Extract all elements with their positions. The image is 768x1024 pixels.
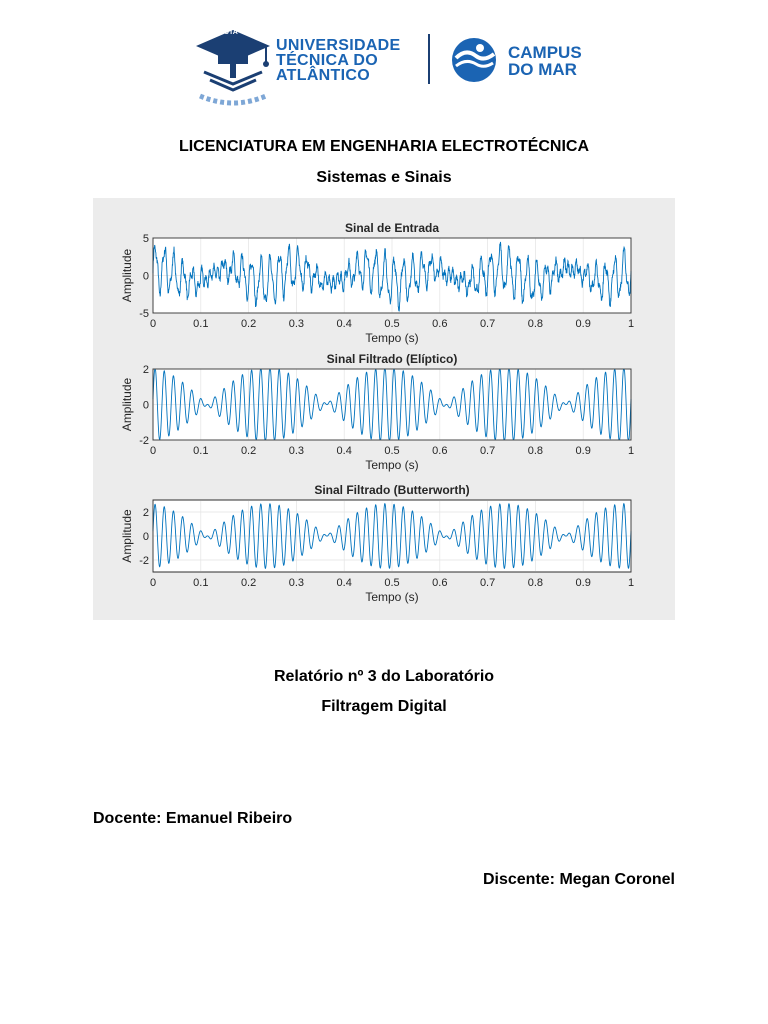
signal-figure	[93, 198, 675, 620]
graduation-cap-icon	[190, 24, 276, 106]
x-tick-label: 1	[627, 318, 635, 330]
x-tick-label: 0.3	[288, 445, 305, 457]
x-tick-label: 0.1	[193, 445, 209, 457]
x-axis-label: Tempo (s)	[365, 590, 419, 604]
x-tick-label: 0.4	[336, 577, 352, 589]
report-title: Relatório nº 3 do Laboratório	[273, 668, 495, 685]
signal-plots	[93, 198, 675, 620]
x-tick-label: 0.8	[527, 445, 544, 457]
report-topic: Filtragem Digital	[321, 698, 447, 715]
y-tick-label: 2	[142, 507, 149, 519]
y-tick-label: -2	[139, 435, 149, 447]
subject-title: Sistemas e Sinais	[316, 169, 452, 186]
x-tick-label: 0.5	[384, 445, 400, 457]
x-tick-label: 0.6	[432, 577, 448, 589]
x-tick-label: 0.8	[527, 318, 544, 330]
course-title: LICENCIATURA EM ENGENHARIA ELECTROTÉCNICA	[178, 138, 590, 155]
y-tick-label: 0	[142, 399, 149, 412]
campus-name: CAMPUS DO MAR	[508, 43, 582, 79]
y-axis-label: Amplitude	[120, 377, 134, 432]
logo-divider	[428, 34, 430, 84]
x-tick-label: 0.8	[527, 577, 544, 589]
x-tick-label: 1	[627, 445, 635, 457]
x-tick-label: 0.4	[336, 318, 352, 330]
x-tick-label: 0.2	[240, 318, 257, 330]
x-tick-label: 0.5	[384, 577, 400, 589]
y-axis-label: Amplitude	[120, 248, 134, 303]
x-tick-label: 0.9	[575, 445, 591, 457]
discente-label: Discente: Megan Coronel	[482, 871, 675, 888]
uta-badge: UTA	[224, 29, 238, 36]
university-name: UNIVERSIDADE TÉCNICA DO ATLÂNTICO	[276, 37, 401, 84]
y-tick-label: 0	[142, 531, 149, 543]
docente-label: Docente: Emanuel Ribeiro	[93, 810, 293, 827]
x-tick-label: 0.7	[479, 577, 496, 589]
y-tick-label: 0	[142, 270, 149, 283]
x-tick-label: 0.3	[288, 318, 305, 330]
x-tick-label: 0.7	[479, 318, 496, 330]
y-tick-label: 5	[142, 233, 149, 245]
campus-wave-icon	[450, 36, 498, 84]
y-tick-label: -2	[139, 555, 149, 567]
x-tick-label: 0.4	[336, 445, 352, 457]
x-tick-label: 0.2	[240, 445, 257, 457]
x-tick-label: 0.6	[432, 318, 448, 330]
plot-title: Sinal de Entrada	[344, 221, 440, 235]
x-tick-label: 0.9	[575, 318, 591, 330]
x-tick-label: 0.5	[384, 318, 400, 330]
y-tick-label: -5	[139, 308, 149, 320]
x-tick-label: 0.1	[193, 577, 209, 589]
x-tick-label: 0	[149, 577, 157, 589]
university-logo	[180, 22, 600, 110]
y-tick-label: 2	[142, 364, 149, 376]
x-tick-label: 0.2	[240, 577, 257, 589]
x-tick-label: 0	[149, 445, 157, 457]
x-axis-label: Tempo (s)	[365, 458, 419, 472]
x-tick-label: 0.1	[193, 318, 209, 330]
plot-title: Sinal Filtrado (Butterworth)	[314, 483, 470, 497]
x-tick-label: 1	[627, 577, 635, 589]
x-tick-label: 0.6	[432, 445, 448, 457]
x-axis-label: Tempo (s)	[365, 331, 419, 345]
x-tick-label: 0.9	[575, 577, 591, 589]
x-tick-label: 0	[149, 318, 157, 330]
x-tick-label: 0.7	[479, 445, 496, 457]
plot-title: Sinal Filtrado (Elíptico)	[326, 352, 458, 366]
y-axis-label: Amplitude	[120, 509, 134, 563]
x-tick-label: 0.3	[288, 577, 305, 589]
